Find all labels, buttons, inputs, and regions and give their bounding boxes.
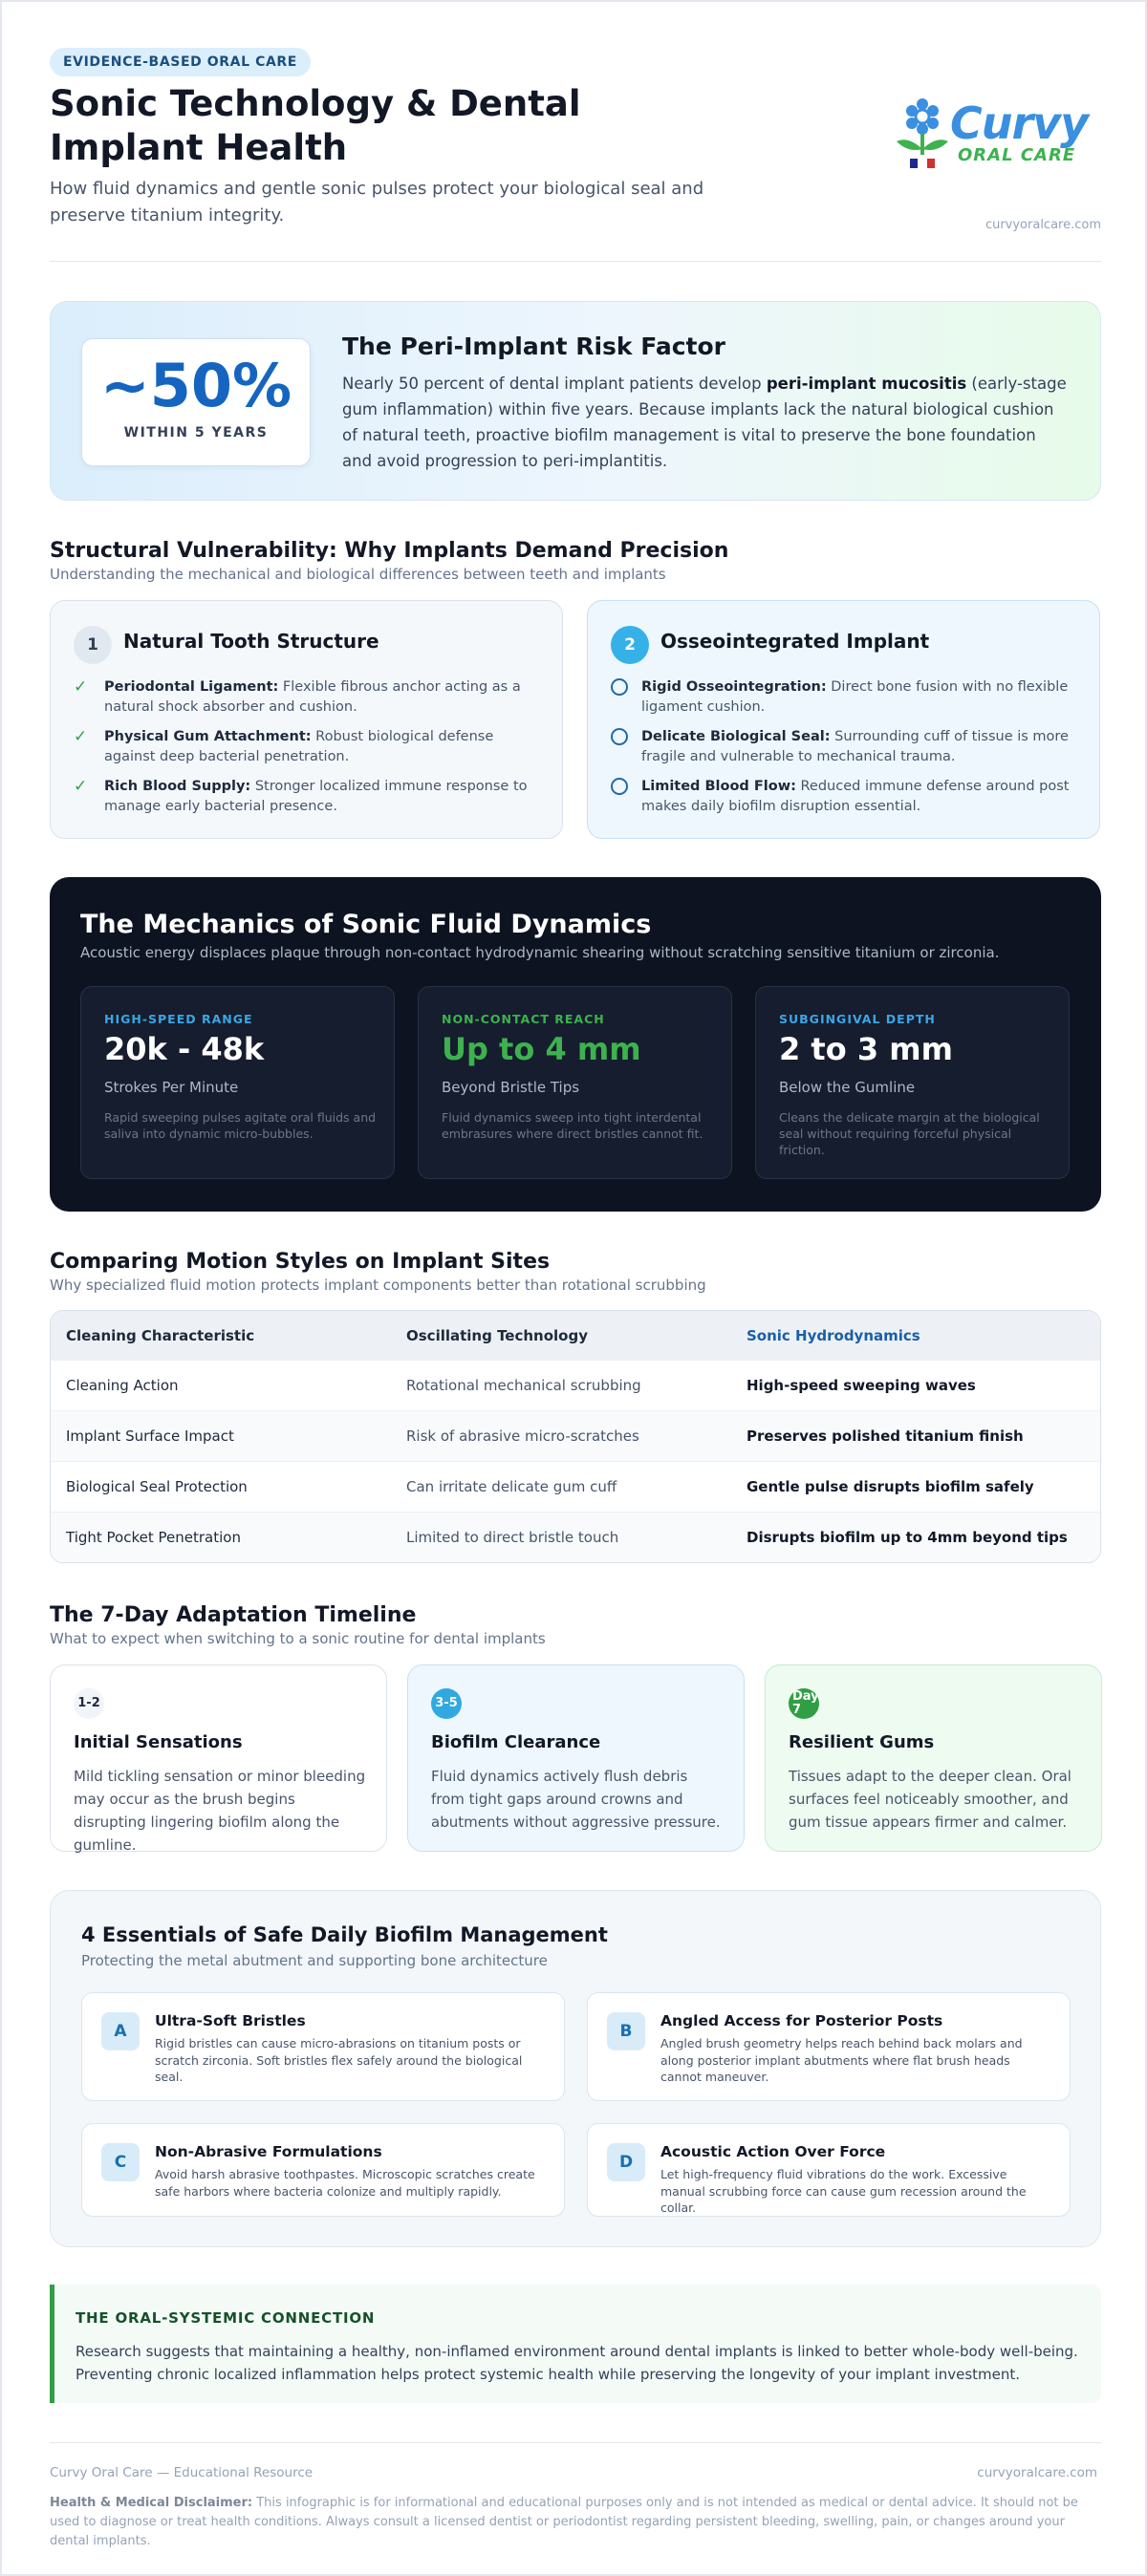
table-cell: Biological Seal Protection bbox=[66, 1478, 248, 1495]
medical-disclaimer: Health & Medical Disclaimer: This infographic is for informational and educational purposes only and is not intended as medical or dental advice. It should not be used to diagnose or treat health conditions. Always consult a licensed dentist or periodontist regarding persistent bleeding, swelling, pain, or changes around your dental implants. bbox=[50, 2496, 1078, 2548]
day-badge: Day 7 bbox=[789, 1688, 819, 1719]
letter-badge: D bbox=[607, 2143, 645, 2181]
section-title-comparison: Comparing Motion Styles on Implant Sites bbox=[50, 1250, 551, 1274]
essential-card-d bbox=[587, 2123, 1071, 2217]
mechanics-subtitle: Acoustic energy displaces plaque through non-contact hydrodynamic shearing without scratching sensitive titanium or zirconia. bbox=[80, 944, 1000, 961]
essential-description: Avoid harsh abrasive toothpastes. Microscopic scratches create safe harbors where bacteria colonize and multiply rapidly. bbox=[155, 2167, 535, 2199]
section-title-structural: Structural Vulnerability: Why Implants Demand Precision bbox=[50, 539, 729, 563]
essential-card-b bbox=[587, 1992, 1071, 2101]
table-cell: Preserves polished titanium finish bbox=[747, 1428, 1024, 1445]
timeline-description: Tissues adapt to the deeper clean. Oral surfaces feel noticeably smoother, and gum tissue appears firmer and calmer. bbox=[789, 1768, 1071, 1831]
column-header: Sonic Hydrodynamics bbox=[747, 1327, 920, 1344]
metric-value: 2 to 3 mm bbox=[779, 1031, 953, 1067]
feature-list bbox=[611, 677, 1079, 826]
list-item: Rigid Osseointegration: Direct bone fusion with no flexible ligament cushion. bbox=[611, 677, 1079, 718]
circle-icon bbox=[611, 678, 628, 696]
column-header: Oscillating Technology bbox=[406, 1327, 588, 1344]
table-row bbox=[51, 1361, 1100, 1411]
hero-emphasis: peri-implant mucositis bbox=[766, 375, 967, 393]
list-item: ✓ Physical Gum Attachment: Robust biological defense against deep bacterial penetration. bbox=[74, 727, 494, 764]
check-icon: ✓ bbox=[74, 727, 88, 746]
callout-text: Research suggests that maintaining a healthy, non-inflamed environment around dental implants is linked to better whole-body well-being. Preventing chronic localized inflammation helps protect systemic health while preserving the longevity of your implant investment. bbox=[76, 2343, 1078, 2383]
hero-text: Nearly 50 percent of dental implant patients develop peri-implant mucositis (early-stage gum inflammation) within five years. Because implants lack the natural biological cushion of natural teeth, proactive biofilm management is vital to preserve the bone foundation and avoid progression to peri-implantitis. bbox=[342, 375, 1067, 470]
table-cell: Tight Pocket Penetration bbox=[66, 1529, 241, 1546]
mechanics-panel bbox=[50, 877, 1101, 1212]
stat-label: WITHIN 5 YEARS bbox=[123, 425, 269, 440]
circle-icon bbox=[611, 778, 628, 795]
timeline-card-day-1-2 bbox=[50, 1664, 387, 1852]
header bbox=[50, 48, 1101, 262]
card-title: Osseointegrated Implant bbox=[660, 630, 930, 653]
card-number-badge: 1 bbox=[74, 626, 112, 664]
oral-systemic-callout bbox=[50, 2285, 1101, 2403]
essential-card-a bbox=[81, 1992, 565, 2101]
timeline-card-day-3-5 bbox=[407, 1664, 745, 1852]
essential-title: Ultra-Soft Bristles bbox=[155, 2012, 306, 2029]
table-row bbox=[51, 1411, 1100, 1462]
implant-card bbox=[587, 600, 1100, 839]
essential-card-c bbox=[81, 2123, 565, 2217]
table-cell: Implant Surface Impact bbox=[66, 1428, 234, 1445]
callout-title: THE ORAL-SYSTEMIC CONNECTION bbox=[76, 2309, 376, 2327]
circle-icon bbox=[611, 728, 628, 745]
metric-card-reach bbox=[418, 986, 732, 1179]
disclaimer-label: Health & Medical Disclaimer: bbox=[50, 2496, 253, 2510]
comparison-table bbox=[50, 1310, 1101, 1563]
section-title-timeline: The 7-Day Adaptation Timeline bbox=[50, 1603, 417, 1627]
essential-title: Non-Abrasive Formulations bbox=[155, 2143, 382, 2160]
metric-unit: Below the Gumline bbox=[779, 1079, 916, 1096]
metric-value: Up to 4 mm bbox=[442, 1031, 641, 1067]
metric-unit: Beyond Bristle Tips bbox=[442, 1079, 580, 1096]
essential-title: Acoustic Action Over Force bbox=[660, 2143, 886, 2160]
logo-url[interactable]: curvyoralcare.com bbox=[985, 218, 1101, 232]
category-tag: EVIDENCE-BASED ORAL CARE bbox=[50, 48, 311, 76]
letter-badge: C bbox=[101, 2143, 140, 2181]
metric-label: HIGH-SPEED RANGE bbox=[104, 1012, 253, 1026]
page-subtitle: How fluid dynamics and gentle sonic pulses protect your biological seal and preserve titanium integrity. bbox=[50, 179, 704, 225]
section-subtitle-timeline: What to expect when switching to a sonic routine for dental implants bbox=[50, 1630, 546, 1647]
column-header: Cleaning Characteristic bbox=[66, 1327, 255, 1344]
essential-title: Angled Access for Posterior Posts bbox=[660, 2012, 943, 2029]
risk-hero-panel bbox=[50, 301, 1101, 501]
essentials-panel bbox=[50, 1890, 1101, 2247]
table-cell: Gentle pulse disrupts biofilm safely bbox=[747, 1478, 1034, 1495]
metric-card-speed bbox=[80, 986, 395, 1179]
feature-list bbox=[74, 677, 542, 826]
letter-badge: B bbox=[607, 2012, 645, 2050]
timeline-description: Fluid dynamics actively flush debris from tight gaps around crowns and abutments without aggressive pressure. bbox=[431, 1768, 721, 1831]
metric-value: 20k - 48k bbox=[104, 1031, 265, 1067]
metric-description: Cleans the delicate margin at the biological seal without requiring forceful physical friction. bbox=[779, 1110, 1040, 1157]
day-badge: 3-5 bbox=[431, 1688, 462, 1719]
day-badge: 1-2 bbox=[74, 1688, 104, 1719]
essential-description: Rigid bristles can cause micro-abrasions on titanium posts or scratch zirconia. Soft bristles flex safely around the biological seal. bbox=[155, 2036, 523, 2084]
table-row bbox=[51, 1513, 1100, 1563]
check-icon: ✓ bbox=[74, 677, 88, 697]
footer-divider bbox=[50, 2442, 1101, 2443]
essentials-subtitle: Protecting the metal abutment and supporting bone architecture bbox=[81, 1952, 548, 1969]
flower-icon bbox=[891, 96, 954, 172]
list-item: Delicate Biological Seal: Surrounding cuff of tissue is more fragile and vulnerable to mechanical trauma. bbox=[611, 727, 1079, 767]
table-cell: High-speed sweeping waves bbox=[747, 1377, 976, 1394]
natural-tooth-card bbox=[50, 600, 563, 839]
essentials-title: 4 Essentials of Safe Daily Biofilm Management bbox=[81, 1923, 608, 1946]
table-row bbox=[51, 1462, 1100, 1513]
card-number-badge: 2 bbox=[611, 626, 649, 664]
timeline-title: Biofilm Clearance bbox=[431, 1732, 601, 1752]
logo-wordmark: Curvy bbox=[950, 97, 1089, 149]
table-cell: Risk of abrasive micro-scratches bbox=[406, 1428, 639, 1445]
check-icon: ✓ bbox=[74, 777, 88, 796]
metric-label: SUBGINGIVAL DEPTH bbox=[779, 1012, 936, 1026]
list-item: ✓ Periodontal Ligament: Flexible fibrous anchor acting as a natural shock absorber and cushion. bbox=[74, 677, 521, 715]
header-divider bbox=[50, 261, 1101, 262]
list-item: ✓ Rich Blood Supply: Stronger localized immune response to manage early bacterial presence. bbox=[74, 777, 528, 814]
stat-value: ~50% bbox=[99, 351, 292, 420]
essential-description: Let high-frequency fluid vibrations do the work. Excessive manual scrubbing force can cause gum recession around the collar. bbox=[660, 2167, 1027, 2215]
metric-description: Fluid dynamics sweep into tight interdental embrasures where direct bristles cannot fit. bbox=[442, 1110, 703, 1141]
timeline-title: Resilient Gums bbox=[789, 1732, 935, 1752]
logo-tagline: ORAL CARE bbox=[958, 145, 1076, 165]
table-cell: Disrupts biofilm up to 4mm beyond tips bbox=[747, 1529, 1068, 1546]
table-header-row bbox=[51, 1311, 1100, 1361]
mechanics-title: The Mechanics of Sonic Fluid Dynamics bbox=[80, 910, 652, 939]
metric-unit: Strokes Per Minute bbox=[104, 1079, 239, 1096]
metric-description: Rapid sweeping pulses agitate oral fluids and saliva into dynamic micro-bubbles. bbox=[104, 1110, 377, 1141]
footer-source: Curvy Oral Care — Educational Resource bbox=[50, 2465, 314, 2480]
timeline-description: Mild tickling sensation or minor bleeding may occur as the brush begins disrupting lingering biofilm along the gumline. bbox=[74, 1768, 366, 1854]
hero-title: The Peri-Implant Risk Factor bbox=[342, 333, 725, 360]
brand-logo[interactable] bbox=[891, 96, 1101, 232]
table-cell: Cleaning Action bbox=[66, 1377, 179, 1394]
metric-label: NON-CONTACT REACH bbox=[442, 1012, 605, 1026]
section-subtitle-structural: Understanding the mechanical and biological differences between teeth and implants bbox=[50, 566, 666, 583]
card-title: Natural Tooth Structure bbox=[123, 630, 379, 653]
footer-url[interactable]: curvyoralcare.com bbox=[977, 2465, 1097, 2480]
timeline-title: Initial Sensations bbox=[74, 1732, 243, 1752]
section-subtitle-comparison: Why specialized fluid motion protects implant components better than rotational scrubbing bbox=[50, 1277, 706, 1294]
essential-description: Angled brush geometry helps reach behind back molars and along posterior implant abutments where flat brush heads cannot maneuver. bbox=[660, 2036, 1023, 2084]
page-title: Sonic Technology & Dental Implant Health bbox=[50, 83, 581, 168]
timeline-card-day-7 bbox=[765, 1664, 1102, 1852]
list-item: Limited Blood Flow: Reduced immune defense around post makes daily biofilm disruption essential. bbox=[611, 777, 1079, 817]
table-cell: Can irritate delicate gum cuff bbox=[406, 1478, 617, 1495]
metric-card-depth bbox=[755, 986, 1070, 1179]
table-cell: Rotational mechanical scrubbing bbox=[406, 1377, 641, 1394]
letter-badge: A bbox=[101, 2012, 140, 2050]
stat-card bbox=[81, 338, 311, 466]
table-cell: Limited to direct bristle touch bbox=[406, 1529, 619, 1546]
